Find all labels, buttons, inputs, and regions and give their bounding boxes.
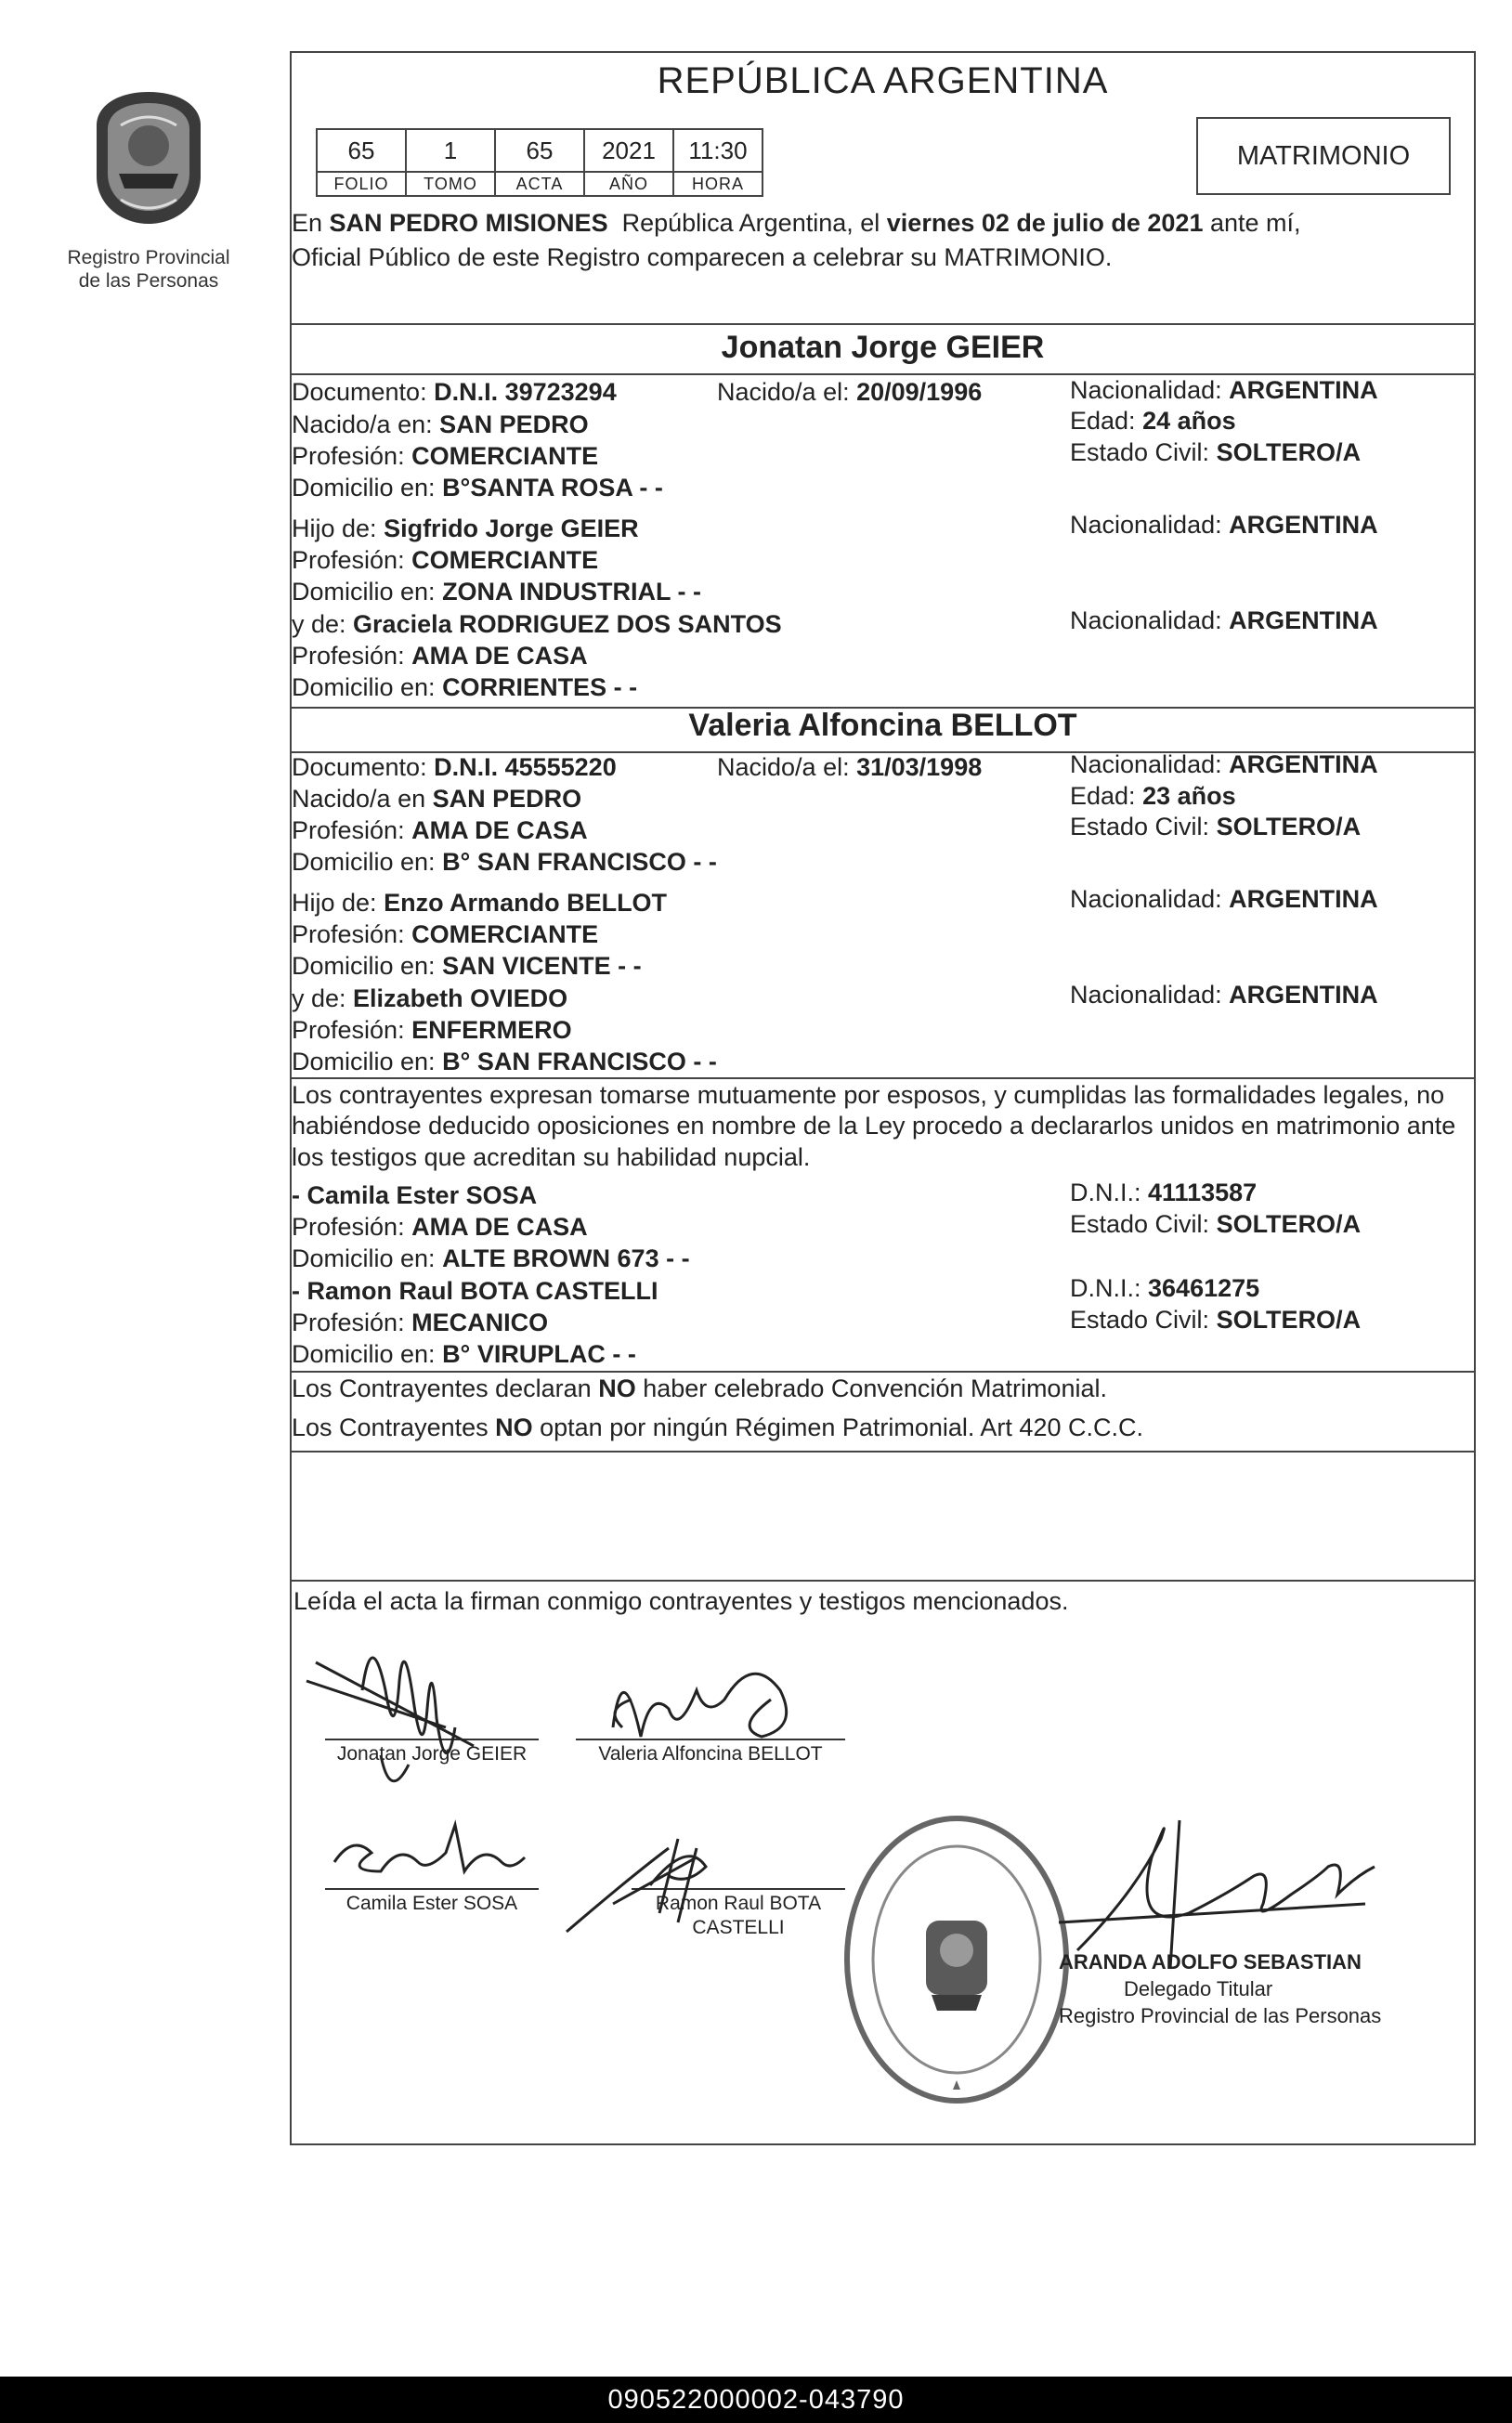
- regime-line2: [292, 1412, 1143, 1443]
- field-label: Hijo de:: [292, 515, 385, 542]
- bride-mother-nationality: [1070, 979, 1378, 1010]
- field-value: ARGENTINA: [1229, 376, 1378, 404]
- official-block: [1059, 1948, 1381, 2029]
- field-value: ALTE BROWN 673 - -: [442, 1244, 690, 1272]
- groom-father-address: [292, 576, 701, 607]
- regime-line1: [292, 1373, 1107, 1404]
- field-value: SAN PEDRO: [432, 785, 582, 813]
- field-value: Elizabeth OVIEDO: [353, 984, 568, 1012]
- groom-civil-status: [1070, 436, 1361, 468]
- field-label: Nacionalidad:: [1070, 750, 1230, 778]
- field-label: Domicilio en:: [292, 1340, 443, 1368]
- field-value: 23 años: [1142, 782, 1236, 810]
- field-value: 36461275: [1148, 1274, 1260, 1302]
- field-label: Estado Civil:: [1070, 1210, 1217, 1238]
- field-value: SOLTERO/A: [1216, 813, 1362, 840]
- field-value: ARGENTINA: [1229, 511, 1378, 539]
- field-label: Profesión:: [292, 546, 412, 574]
- folio-table: [316, 128, 763, 197]
- intro-text: ante mí,: [1203, 209, 1301, 237]
- field-value: AMA DE CASA: [411, 1213, 588, 1241]
- intro-date: viernes 02 de julio de 2021: [886, 209, 1204, 237]
- field-label: y de:: [292, 984, 354, 1012]
- hora-value: 11:30: [673, 129, 763, 172]
- witness2-address: [292, 1338, 636, 1370]
- field-value: 31/03/1998: [856, 753, 983, 781]
- ano-value: 2021: [584, 129, 673, 172]
- field-value: D.N.I. 39723294: [434, 378, 617, 406]
- field-label: Documento:: [292, 753, 435, 781]
- field-label: Profesión:: [292, 1213, 412, 1241]
- logo-caption-line2: de las Personas: [78, 270, 219, 292]
- field-label: Estado Civil:: [1070, 438, 1217, 466]
- official-stamp: [841, 1811, 1073, 2108]
- witness1-civil-status: [1070, 1208, 1361, 1240]
- declaration-line2: habiéndose deducido oposiciones en nombre de la Ley procedo a declararlos unidos en matrimonio ante: [292, 1112, 1456, 1140]
- bride-document: [292, 751, 617, 783]
- tomo-label: TOMO: [406, 172, 495, 196]
- witness2-name: - Ramon Raul BOTA CASTELLI: [292, 1277, 658, 1305]
- witness2-civil-status: [1070, 1304, 1361, 1335]
- bride-age: [1070, 780, 1236, 812]
- witness1-dni: [1070, 1177, 1257, 1208]
- act-type-box: MATRIMONIO: [1196, 117, 1451, 195]
- groom-document: [292, 376, 617, 408]
- field-value: MECANICO: [411, 1309, 549, 1336]
- folio-label: FOLIO: [317, 172, 406, 196]
- bride-signature-caption: Valeria Alfoncina BELLOT: [598, 1743, 823, 1765]
- field-label: Profesión:: [292, 920, 412, 948]
- field-value: AMA DE CASA: [411, 642, 588, 670]
- groom-born-on: [717, 376, 982, 408]
- regime-no: NO: [495, 1413, 533, 1441]
- intro-place: SAN PEDRO MISIONES: [329, 209, 608, 237]
- document-title: REPÚBLICA ARGENTINA: [657, 60, 1109, 101]
- field-value: COMERCIANTE: [411, 442, 599, 470]
- intro-line2: Oficial Público de este Registro comparecen a celebrar su MATRIMONIO.: [292, 243, 1113, 271]
- field-label: Nacido/a el:: [717, 378, 857, 406]
- field-label: Domicilio en:: [292, 848, 443, 876]
- field-label: Edad:: [1070, 782, 1143, 810]
- regime-text: Los Contrayentes declaran: [292, 1374, 599, 1402]
- field-value: B° VIRUPLAC - -: [442, 1340, 636, 1368]
- reading-note: Leída el acta la firman conmigo contrayentes y testigos mencionados.: [293, 1587, 1069, 1615]
- groom-profession: [292, 440, 598, 472]
- official-name: ARANDA ADOLFO SEBASTIAN: [1059, 1950, 1362, 1974]
- field-label: Nacido/a en:: [292, 410, 440, 438]
- field-value: AMA DE CASA: [411, 816, 588, 844]
- groom-age: [1070, 405, 1236, 436]
- field-value: CORRIENTES - -: [442, 673, 638, 701]
- official-role: Delegado Titular: [1124, 1977, 1273, 2000]
- field-label: Nacionalidad:: [1070, 376, 1230, 404]
- field-label: Domicilio en:: [292, 673, 443, 701]
- field-value: ARGENTINA: [1229, 750, 1378, 778]
- bride-father-nationality: [1070, 883, 1378, 915]
- field-label: Profesión:: [292, 816, 412, 844]
- field-label: Edad:: [1070, 407, 1143, 435]
- bride-father-profession: [292, 918, 598, 950]
- field-value: SAN PEDRO: [439, 410, 589, 438]
- divider: [290, 1580, 1476, 1582]
- field-label: y de:: [292, 610, 354, 638]
- field-label: Profesión:: [292, 1016, 412, 1044]
- field-label: D.N.I.:: [1070, 1274, 1149, 1302]
- logo-caption: [56, 246, 241, 293]
- intro-text: En: [292, 209, 330, 237]
- divider: [290, 323, 1476, 325]
- groom-signature: [297, 1616, 576, 1802]
- field-value: B° SAN FRANCISCO - -: [442, 848, 717, 876]
- witness2-signature: [557, 1830, 799, 1941]
- witness1-profession: [292, 1211, 588, 1243]
- field-value: COMERCIANTE: [411, 546, 599, 574]
- field-value: SOLTERO/A: [1216, 1306, 1362, 1334]
- field-value: Sigfrido Jorge GEIER: [384, 515, 639, 542]
- witness1-signature-caption: Camila Ester SOSA: [345, 1893, 518, 1914]
- witness1-address: [292, 1243, 690, 1274]
- field-value: B°SANTA ROSA - -: [442, 474, 663, 502]
- field-label: Profesión:: [292, 642, 412, 670]
- bride-mother: [292, 983, 567, 1014]
- hora-label: HORA: [673, 172, 763, 196]
- field-value: ZONA INDUSTRIAL - -: [442, 578, 702, 606]
- field-value: ARGENTINA: [1229, 885, 1378, 913]
- witness2-caption-line2: CASTELLI: [692, 1917, 785, 1938]
- field-label: Domicilio en:: [292, 1244, 443, 1272]
- groom-nationality: [1070, 374, 1378, 406]
- groom-father: [292, 513, 639, 544]
- bride-mother-address: [292, 1046, 717, 1077]
- bride-civil-status: [1070, 811, 1361, 842]
- ano-label: AÑO: [584, 172, 673, 196]
- bride-born-on: [717, 751, 982, 783]
- field-label: Domicilio en:: [292, 474, 443, 502]
- acta-value: 65: [495, 129, 584, 172]
- declaration-line1: Los contrayentes expresan tomarse mutuamente por esposos, y cumplidas las formalidades legales, no: [292, 1081, 1445, 1109]
- field-value: SOLTERO/A: [1216, 438, 1362, 466]
- field-label: Nacionalidad:: [1070, 981, 1230, 1009]
- groom-mother-address: [292, 671, 637, 703]
- bride-born-in: [292, 783, 581, 814]
- witness1-signature: [325, 1816, 539, 1890]
- groom-name-heading: Jonatan Jorge GEIER: [721, 330, 1045, 365]
- official-office: Registro Provincial de las Personas: [1059, 2004, 1382, 2027]
- declaration-line3: los testigos que acreditan su habilidad nupcial.: [292, 1143, 811, 1171]
- witness2-profession: [292, 1307, 548, 1338]
- intro-text: República Argentina, el: [607, 209, 887, 237]
- regime-text: optan por ningún Régimen Patrimonial. Art 420 C.C.C.: [532, 1413, 1143, 1441]
- groom-father-profession: [292, 544, 598, 576]
- tomo-value: 1: [406, 129, 495, 172]
- field-value: 20/09/1996: [856, 378, 983, 406]
- groom-mother-nationality: [1070, 605, 1378, 636]
- province-seal-icon: [93, 88, 204, 228]
- field-label: Profesión:: [292, 1309, 412, 1336]
- regime-text: haber celebrado Convención Matrimonial.: [635, 1374, 1107, 1402]
- field-value: SAN VICENTE - -: [442, 952, 642, 980]
- field-label: Domicilio en:: [292, 578, 443, 606]
- field-value: D.N.I. 45555220: [434, 753, 617, 781]
- bride-address: [292, 846, 717, 878]
- bride-signature: [594, 1635, 836, 1755]
- groom-address: [292, 472, 663, 503]
- field-value: SOLTERO/A: [1216, 1210, 1362, 1238]
- witness2-caption-line1: Ramon Raul BOTA: [655, 1893, 822, 1914]
- groom-signature-caption: Jonatan Jorge GEIER: [336, 1743, 528, 1765]
- witness2-dni: [1070, 1272, 1259, 1304]
- bride-father-address: [292, 950, 642, 982]
- field-value: ARGENTINA: [1229, 606, 1378, 634]
- field-label: Hijo de:: [292, 889, 385, 917]
- field-label: Estado Civil:: [1070, 1306, 1217, 1334]
- field-value: 24 años: [1142, 407, 1236, 435]
- bride-nationality: [1070, 749, 1378, 780]
- field-value: Enzo Armando BELLOT: [384, 889, 668, 917]
- field-value: B° SAN FRANCISCO - -: [442, 1048, 717, 1075]
- groom-mother: [292, 608, 782, 640]
- footer-code: 090522000002-043790: [0, 2377, 1512, 2423]
- field-value: COMERCIANTE: [411, 920, 599, 948]
- bride-mother-profession: [292, 1014, 572, 1046]
- witness1-name: - Camila Ester SOSA: [292, 1181, 538, 1209]
- groom-mother-profession: [292, 640, 588, 671]
- folio-value: 65: [317, 129, 406, 172]
- logo-caption-line1: Registro Provincial: [67, 247, 230, 268]
- field-label: Estado Civil:: [1070, 813, 1217, 840]
- divider: [290, 1451, 1476, 1452]
- bride-father: [292, 887, 667, 918]
- regime-text: Los Contrayentes: [292, 1413, 496, 1441]
- field-label: Domicilio en:: [292, 1048, 443, 1075]
- bride-profession: [292, 814, 588, 846]
- regime-no: NO: [598, 1374, 636, 1402]
- groom-born-in: [292, 409, 589, 440]
- field-label: Documento:: [292, 378, 435, 406]
- field-label: Nacionalidad:: [1070, 606, 1230, 634]
- field-value: Graciela RODRIGUEZ DOS SANTOS: [353, 610, 782, 638]
- field-label: Nacionalidad:: [1070, 885, 1230, 913]
- field-label: Domicilio en:: [292, 952, 443, 980]
- field-label: Nacido/a el:: [717, 753, 857, 781]
- intro-paragraph: [292, 206, 1471, 275]
- field-value: ARGENTINA: [1229, 981, 1378, 1009]
- field-value: ENFERMERO: [411, 1016, 572, 1044]
- groom-father-nationality: [1070, 509, 1378, 541]
- bride-name-heading: Valeria Alfoncina BELLOT: [688, 708, 1077, 743]
- field-label: Nacionalidad:: [1070, 511, 1230, 539]
- field-label: D.N.I.:: [1070, 1179, 1149, 1206]
- field-value: 41113587: [1148, 1179, 1258, 1206]
- acta-label: ACTA: [495, 172, 584, 196]
- field-label: Profesión:: [292, 442, 412, 470]
- field-label: Nacido/a en: [292, 785, 433, 813]
